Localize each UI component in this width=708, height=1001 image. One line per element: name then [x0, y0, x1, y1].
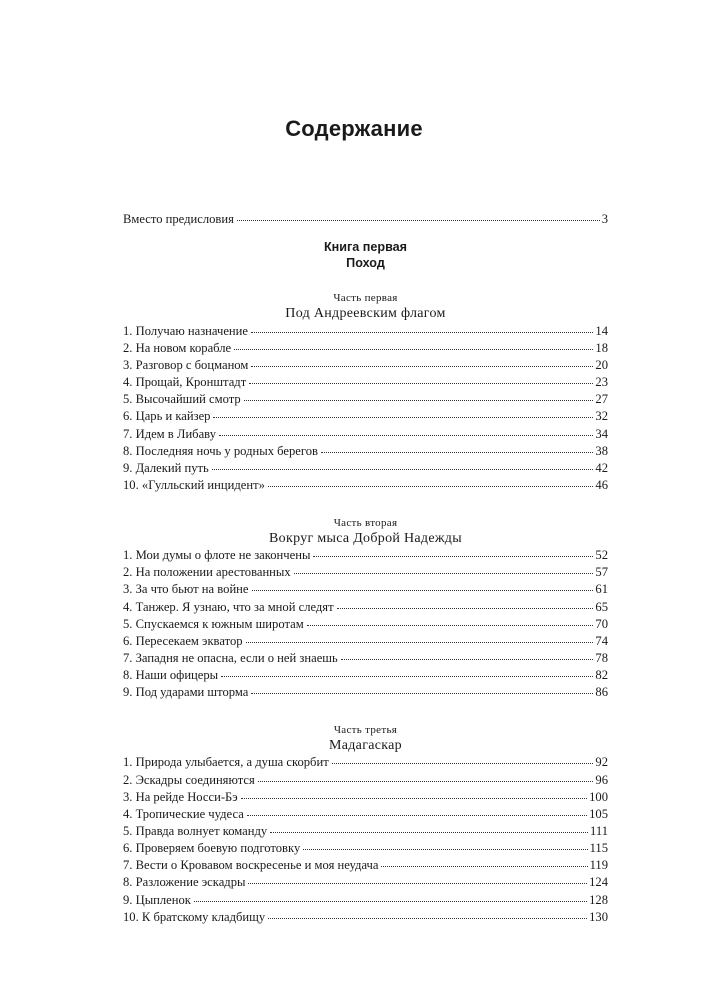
dot-leader	[313, 547, 593, 560]
toc-entry	[123, 908, 608, 925]
toc-entry-label: 7. Западня не опасна, если о ней знаешь	[123, 650, 338, 665]
toc-entry	[123, 788, 608, 805]
toc-entry	[123, 598, 608, 615]
toc-entry	[123, 615, 608, 632]
dot-leader	[194, 891, 587, 904]
toc-entry-page: 100	[589, 789, 608, 804]
toc-entry	[123, 322, 608, 339]
toc-entry-page: 23	[595, 375, 608, 390]
toc-entry	[123, 754, 608, 771]
toc-entry-label: 5. Высочайший смотр	[123, 392, 241, 407]
toc-entry	[123, 564, 608, 581]
dot-leader	[241, 788, 587, 801]
toc-entry-label: 3. На рейде Носси-Бэ	[123, 789, 238, 804]
toc-entry	[123, 476, 608, 493]
dot-leader	[258, 771, 594, 784]
toc-entry-page: 111	[590, 823, 608, 838]
toc-entry-page: 42	[595, 460, 608, 475]
dot-leader	[249, 374, 593, 387]
toc-entry-label: 9. Далекий путь	[123, 460, 209, 475]
page-title: Содержание	[285, 116, 423, 141]
dot-leader	[213, 408, 593, 421]
toc-entry	[123, 649, 608, 666]
toc-entry-page: 46	[595, 478, 608, 492]
toc-entry	[123, 667, 608, 684]
toc-entry-page: 20	[595, 358, 608, 373]
toc-entry-page: 38	[595, 443, 608, 458]
toc-entry-label: Вместо предисловия	[123, 211, 234, 226]
toc-entry-label: 3. За что бьют на войне	[123, 582, 249, 597]
dot-leader	[270, 822, 588, 835]
toc-entry	[123, 771, 608, 788]
toc-entry	[123, 874, 608, 891]
toc-entry-page: 119	[589, 858, 608, 873]
dot-leader	[251, 684, 593, 697]
toc-entry-label: 7. Идем в Либаву	[123, 426, 216, 441]
toc-entry-label: 2. На положении арестованных	[123, 565, 291, 580]
dot-leader	[221, 667, 593, 680]
toc-entry-label: 8. Разложение эскадры	[123, 875, 246, 890]
toc-entry	[123, 581, 608, 598]
dot-leader	[237, 210, 600, 223]
toc-entry	[123, 891, 608, 908]
toc-entry	[123, 857, 608, 874]
toc-entry-label: 4. Прощай, Кронштадт	[123, 375, 247, 390]
toc-entry-label: 1. Природа улыбается, а душа скорбит	[123, 755, 329, 770]
toc-entry-label: 9. Цыпленок	[123, 892, 191, 907]
toc-entry-page: 74	[595, 633, 608, 648]
toc-entry-label: 10. К братскому кладбищу	[123, 909, 266, 924]
dot-leader	[246, 632, 594, 645]
dot-leader	[341, 649, 594, 662]
toc-entry	[123, 684, 608, 701]
toc-entry-page: 105	[589, 806, 608, 821]
toc-entry	[123, 805, 608, 822]
dot-leader	[248, 874, 587, 887]
toc-entry-label: 4. Танжер. Я узнаю, что за мной следят	[123, 599, 334, 614]
toc-entry-label: 8. Наши офицеры	[123, 668, 219, 683]
toc-entry-label: 9. Под ударами шторма	[123, 685, 249, 700]
dot-leader	[337, 598, 594, 611]
dot-leader	[219, 425, 593, 438]
toc-entry	[123, 391, 608, 408]
toc-entry	[123, 459, 608, 476]
toc-entry	[123, 442, 608, 459]
toc-entry-label: 5. Спускаемся к южным широтам	[123, 616, 304, 631]
toc-entry	[123, 547, 608, 564]
dot-leader	[381, 857, 587, 870]
toc-entry-page: 27	[595, 392, 608, 407]
dot-leader	[212, 459, 594, 472]
dot-leader	[252, 581, 594, 594]
part-label: Часть первая	[333, 292, 398, 305]
toc-entry-page: 52	[595, 548, 608, 563]
toc-entry	[123, 840, 608, 857]
dot-leader	[294, 564, 594, 577]
dot-leader	[332, 754, 594, 767]
toc-entry-page: 32	[595, 409, 608, 424]
dot-leader	[247, 805, 587, 818]
toc-entry-label: 3. Разговор с боцманом	[123, 358, 249, 373]
toc-entry-label: 1. Получаю назначение	[123, 323, 249, 338]
toc-entry-page: 70	[595, 616, 608, 631]
toc-entry-page: 130	[589, 909, 608, 924]
toc-entry	[123, 822, 608, 839]
toc-entry	[123, 408, 608, 425]
dot-leader	[244, 391, 594, 404]
toc-entry-label: 6. Царь и кайзер	[123, 409, 211, 424]
toc-entry-page: 57	[595, 565, 608, 580]
dot-leader	[268, 476, 594, 489]
toc-entry-page: 86	[595, 685, 608, 700]
toc-entry-label: 2. Эскадры соединяются	[123, 772, 255, 787]
part-label: Часть вторая	[333, 516, 398, 529]
toc-entry-label: 7. Вести о Кровавом воскресенье и моя неудача	[123, 858, 379, 873]
toc-entry-page: 61	[595, 582, 608, 597]
toc-entry-page: 82	[595, 668, 608, 683]
toc-entry-page: 124	[589, 875, 608, 890]
toc-entry	[123, 356, 608, 373]
toc-entry	[123, 632, 608, 649]
toc-entry-page: 92	[595, 755, 608, 770]
toc-entry-page: 115	[589, 841, 608, 856]
toc-entry-label: 6. Проверяем боевую подготовку	[123, 841, 301, 856]
toc-entry	[123, 425, 608, 442]
part-title: Мадагаскар	[329, 737, 402, 753]
part-label: Часть третья	[333, 723, 398, 736]
toc-entry-page: 18	[595, 340, 608, 355]
toc-entry-label: 8. Последняя ночь у родных берегов	[123, 443, 318, 458]
toc-entry-page: 14	[595, 323, 608, 338]
dot-leader	[321, 442, 593, 455]
toc-entry-label: 4. Тропические чудеса	[123, 806, 244, 821]
toc-entry-label: 1. Мои думы о флоте не закончены	[123, 548, 311, 563]
toc-entry-page: 65	[595, 599, 608, 614]
book-heading-line2: Поход	[346, 256, 385, 271]
dot-leader	[251, 356, 593, 369]
toc-entry	[123, 339, 608, 356]
toc-entry-label: 2. На новом корабле	[123, 340, 232, 355]
toc-entry-label: 6. Пересекаем экватор	[123, 633, 243, 648]
toc-entry-label: 5. Правда волнует команду	[123, 823, 268, 838]
part-title: Вокруг мыса Доброй Надежды	[269, 530, 462, 546]
dot-leader	[307, 615, 594, 628]
toc-entry-page: 78	[595, 650, 608, 665]
toc-entry-intro	[123, 210, 608, 227]
part-title: Под Андреевским флагом	[285, 306, 446, 322]
toc-entry-page: 34	[595, 426, 608, 441]
toc-entry-page: 96	[595, 772, 608, 787]
toc-entry-label: 10. «Гулльский инцидент»	[123, 478, 265, 492]
table-of-contents	[123, 210, 608, 925]
toc-entry-page: 128	[589, 892, 608, 907]
toc-entry-page: 3	[601, 211, 608, 226]
dot-leader	[251, 322, 593, 335]
dot-leader	[234, 339, 593, 352]
dot-leader	[303, 840, 587, 853]
book-heading-line1: Книга первая	[323, 240, 407, 255]
toc-entry	[123, 374, 608, 391]
dot-leader	[268, 908, 587, 921]
parts-container	[123, 271, 608, 925]
